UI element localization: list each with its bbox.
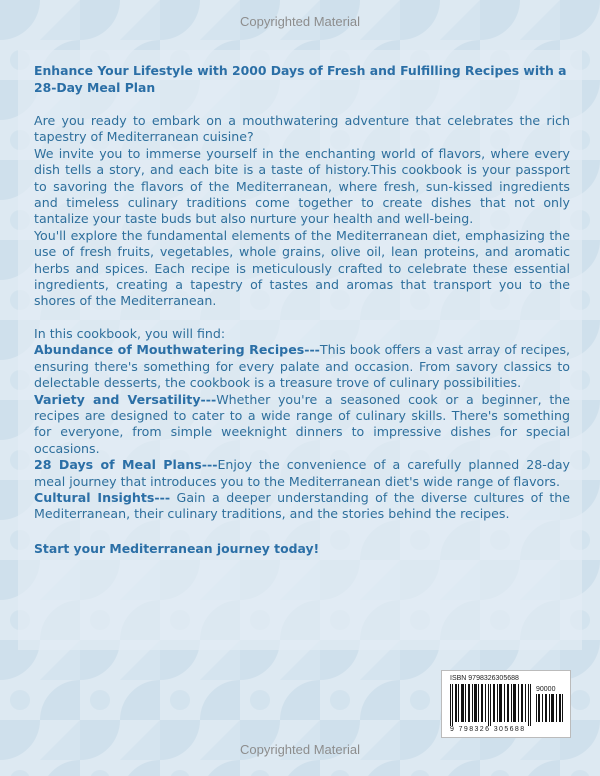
feature-text: Enjoy the convenience of a carefully planned 28-day meal journey that introduces you to the Mediterranean diet's wide range of flavors. xyxy=(34,457,570,489)
feature-text: This book offers a vast array of recipes, ensuring there's something for every palate and occasion. From savory classics to delectable desserts, the cookbook is a treasure trove of culinary possibilities. xyxy=(34,342,571,391)
back-cover-heading: Enhance Your Lifestyle with 2000 Days of Fresh and Fulfilling Recipes with a 28-Day Meal Plan xyxy=(34,63,567,95)
feature-title: Cultural Insights--- xyxy=(34,489,171,505)
price-barcode-bars xyxy=(536,694,564,722)
feature-item xyxy=(34,490,570,523)
features-intro: In this cookbook, you will find: xyxy=(34,325,226,341)
feature-title: 28 Days of Meal Plans--- xyxy=(34,457,218,473)
feature-title: Variety and Versatility--- xyxy=(34,391,217,407)
intro-paragraph-3: You'll explore the fundamental elements of the Mediterranean diet, emphasizing the use of fresh fruits, vegetables, whole grains, olive oil, lean proteins, and aromatic herbs and spices. Each recipe is meticulously crafted to celebrate these essential ingredients, creating a tapestry of tastes and aromas that transport you to the shores of the Mediterranean. xyxy=(34,227,570,309)
copyright-watermark-bottom: Copyrighted Material xyxy=(240,742,360,757)
price-code: 90000 xyxy=(536,686,556,693)
feature-title: Abundance of Mouthwatering Recipes--- xyxy=(34,342,320,358)
intro-paragraph-1: Are you ready to embark on a mouthwatering adventure that celebrates the rich tapestry of Mediterranean cuisine? xyxy=(34,113,570,145)
feature-text: Gain a deeper understanding of the diverse cultures of the Mediterranean, their culinary traditions, and the stories behind the recipes. xyxy=(34,489,570,522)
isbn-label: ISBN 9798326305688 xyxy=(450,675,519,682)
isbn-barcode xyxy=(441,670,571,738)
description-text xyxy=(34,62,570,570)
feature-item xyxy=(34,342,570,391)
spacer xyxy=(34,310,570,326)
feature-item xyxy=(34,457,570,490)
intro-paragraph-2: We invite you to immerse yourself in the enchanting world of flavors, where every dish tells a story, and each bite is a taste of history.This cookbook is your passport to savoring the flavors of the Mediterranean, where fresh, sun-kissed ingredients and timeless culinary traditions come together to create dishes that not only tantalize your taste buds but also nurture your health and well-being. xyxy=(34,145,570,227)
call-to-action: Start your Mediterranean journey today! xyxy=(34,540,320,556)
copyright-watermark-top: Copyrighted Material xyxy=(240,14,360,29)
feature-text: Whether you're a seasoned cook or a beginner, the recipes are designed to cater to a wide range of culinary skills. There's something for everyone, from simple weeknight dinners to impressive dishes for special occasions. xyxy=(34,391,570,456)
feature-item xyxy=(34,392,570,458)
isbn-digits: 9 798326 305688 xyxy=(450,726,526,733)
barcode-bars xyxy=(450,684,532,726)
